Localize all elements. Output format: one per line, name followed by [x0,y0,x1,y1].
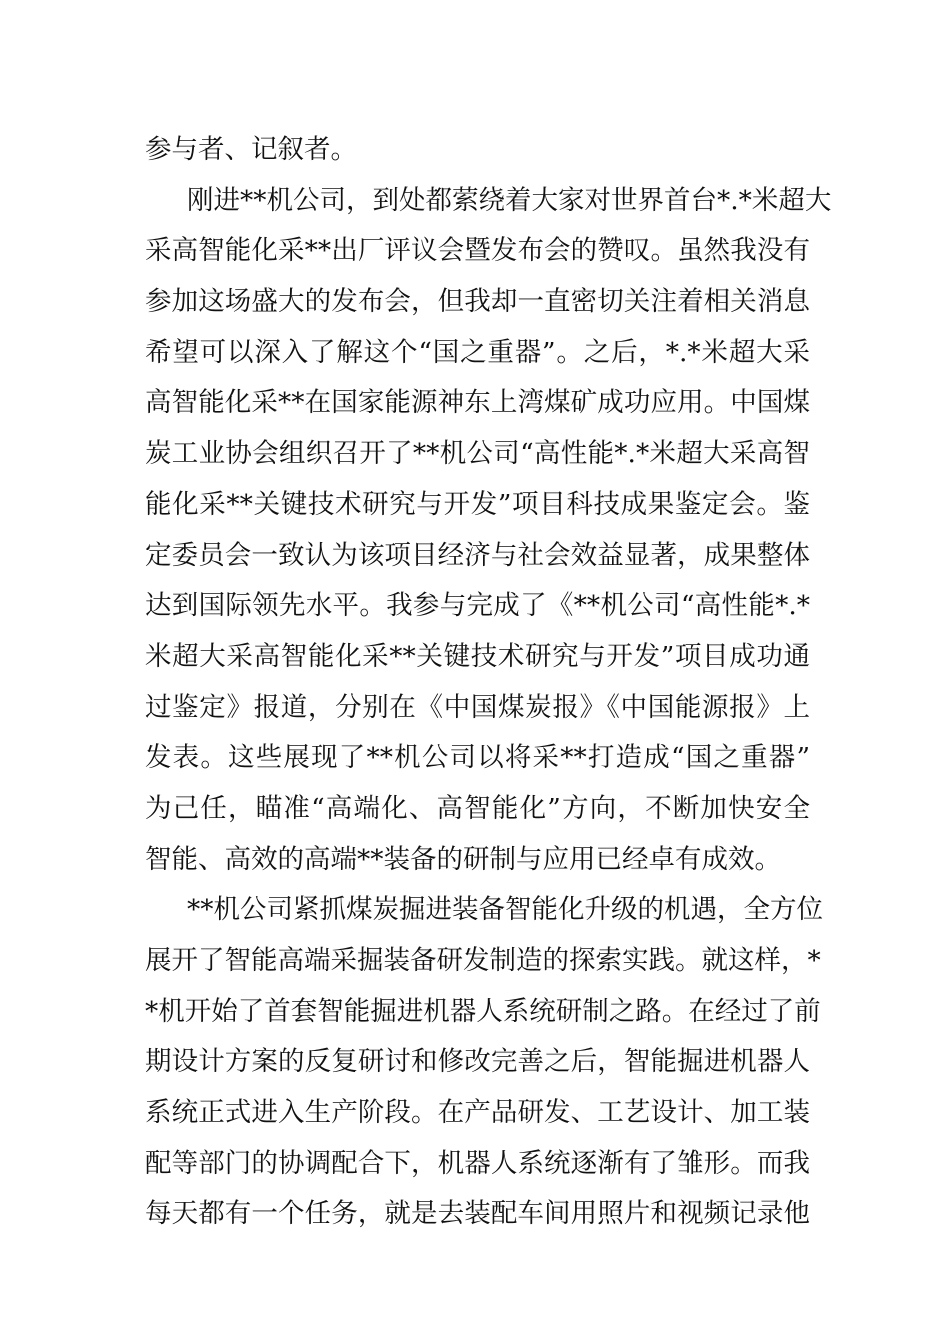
text-line: 炭工业协会组织召开了**机公司“高性能*.*米超大采高智 [145,438,810,470]
text-line: 高智能化采**在国家能源神东上湾煤矿成功应用。中国煤 [145,387,810,419]
text-line: 希望可以深入了解这个“国之重器”。之后，*.*米超大采 [145,336,810,368]
text-line: 参与者、记叙者。 [145,134,357,165]
text-line: 过鉴定》报道，分别在《中国煤炭报》《中国能源报》上 [145,691,810,723]
text-line: 发表。这些展现了**机公司以将采**打造成“国之重器” [145,742,810,774]
text-line: 能化采**关键技术研究与开发”项目科技成果鉴定会。鉴 [145,488,810,520]
text-line: 达到国际领先水平。我参与完成了《**机公司“高性能*.* [145,590,810,622]
body-text [145,125,832,1240]
text-line: *机开始了首套智能掘进机器人系统研制之路。在经过了前 [145,995,821,1027]
text-line: 配等部门的协调配合下，机器人系统逐渐有了雏形。而我 [145,1147,810,1179]
text-line: 每天都有一个任务，就是去装配车间用照片和视频记录他 [145,1198,810,1230]
text-line: 智能、高效的高端**装备的研制与应用已经卓有成效。 [145,843,781,875]
paragraph-first-line: **机公司紧抓煤炭掘进装备智能化升级的机遇，全方位 [187,894,823,926]
text-line: 参加这场盛大的发布会，但我却一直密切关注着相关消息 [145,286,810,318]
paragraph-first-line: 刚进**机公司，到处都萦绕着大家对世界首台*.*米超大 [187,184,832,216]
text-line: 定委员会一致认为该项目经济与社会效益显著，成果整体 [145,539,810,571]
text-line: 展开了智能高端采掘装备研发制造的探索实践。就这样，* [145,945,821,976]
text-line: 期设计方案的反复研讨和修改完善之后，智能掘进机器人 [145,1046,810,1078]
text-line: 米超大采高智能化采**关键技术研究与开发”项目成功通 [145,640,810,672]
text-line: 采高智能化采**出厂评议会暨发布会的赞叹。虽然我没有 [145,235,810,267]
text-line: 为己任，瞄准“高端化、高智能化”方向，不断加快安全 [145,792,810,824]
text-line: 系统正式进入生产阶段。在产品研发、工艺设计、加工装 [145,1097,810,1129]
